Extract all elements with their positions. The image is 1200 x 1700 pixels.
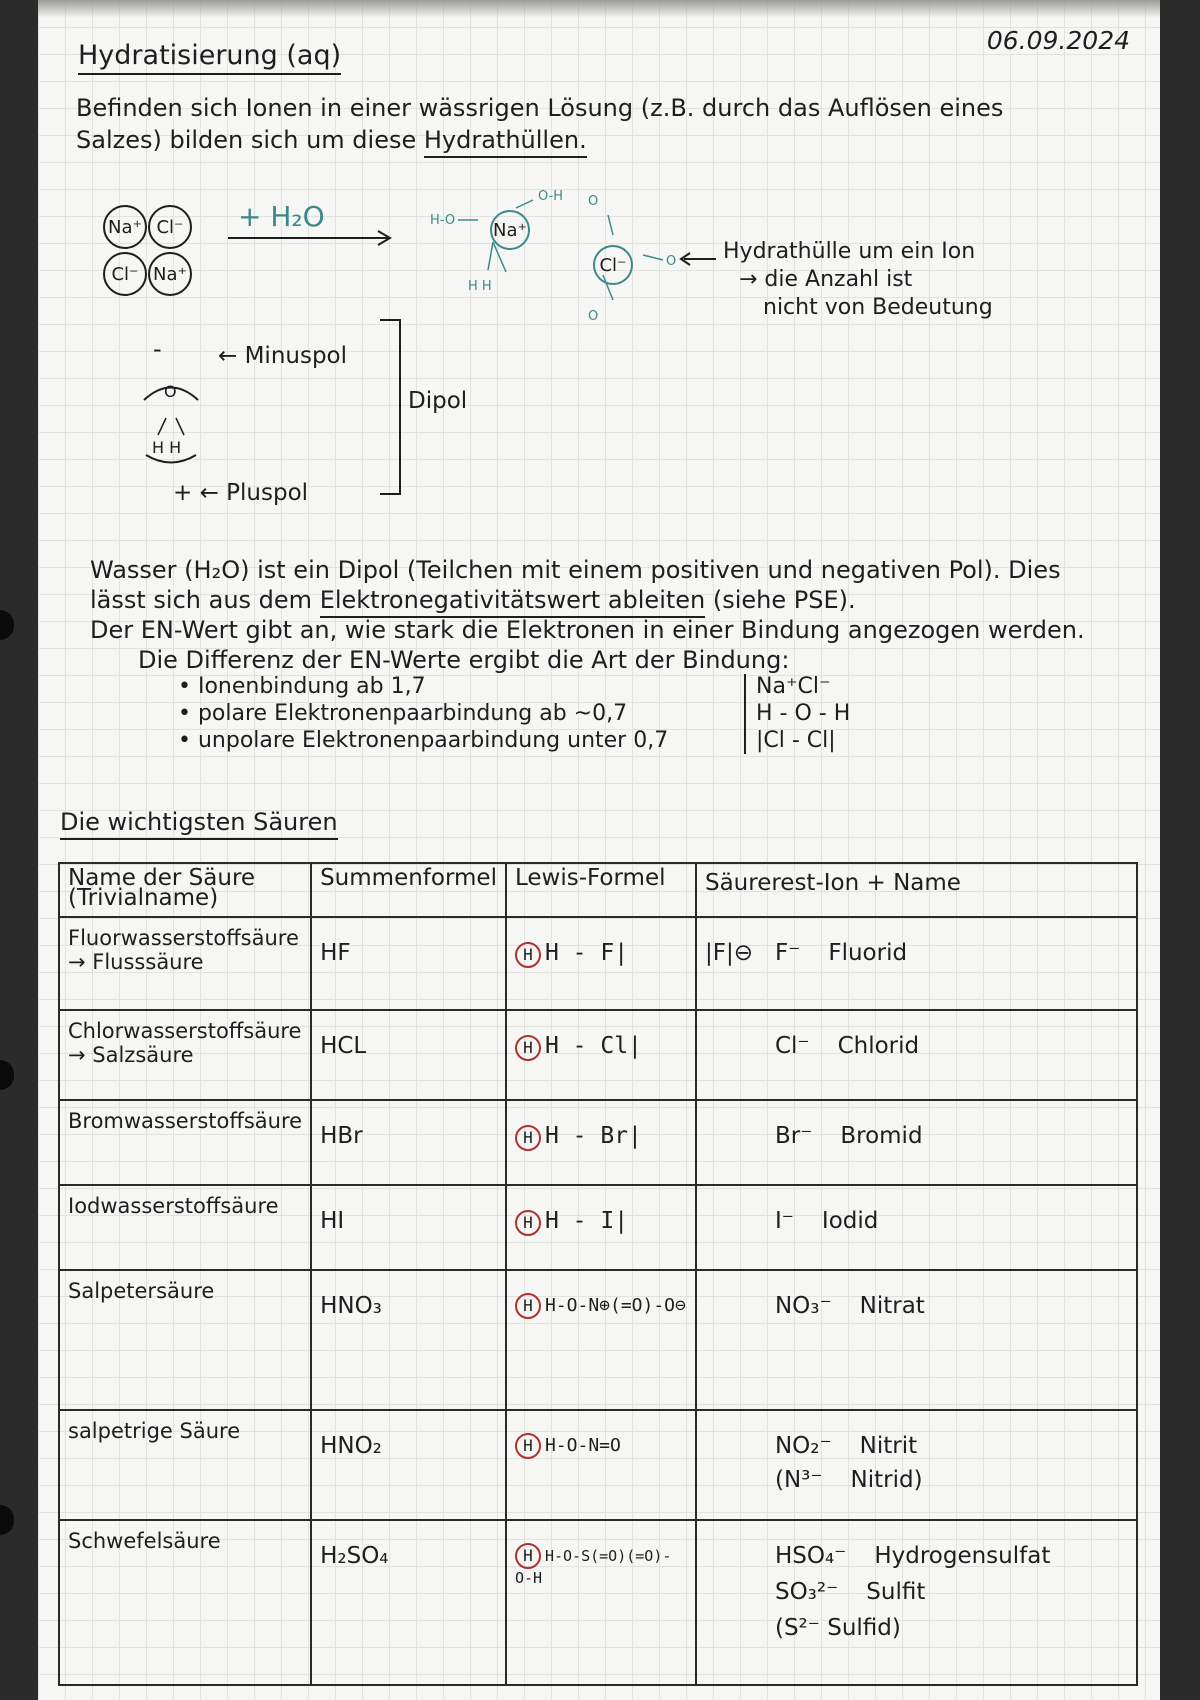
hydrated-cl-ion: Cl⁻	[593, 245, 633, 285]
lewis-formula: H-O-N=O	[544, 1435, 621, 1456]
lewis-formula: H - Br|	[544, 1123, 642, 1149]
acid-name: Schwefelsäure	[68, 1529, 221, 1553]
dipol-label: Dipol	[408, 388, 468, 414]
h-circle-icon: H	[515, 1035, 541, 1061]
binder-ring-icon	[0, 1060, 14, 1090]
svg-text:O-H: O-H	[538, 189, 564, 204]
ion-name: Iodid	[821, 1208, 879, 1234]
ion-symbol: Cl⁻	[774, 1033, 810, 1059]
ion-symbol: I⁻	[774, 1208, 794, 1234]
page-date: 06.09.2024	[986, 26, 1130, 55]
acid-formula: HBr	[311, 1100, 506, 1185]
acid-name: Bromwasserstoffsäure	[68, 1109, 303, 1133]
note-line-1: Hydrathülle um ein Ion	[723, 239, 976, 264]
acid-formula: HCL	[311, 1010, 506, 1100]
bullet-polar: • polare Elektronenpaarbindung ab ~0,7	[178, 701, 628, 726]
intro-line-2-text: Salzes) bilden sich um diese	[76, 126, 424, 154]
header-name: Name der Säure (Trivialname)	[59, 863, 311, 917]
ion-name: Hydrogensulfat	[874, 1543, 1051, 1569]
svg-text:O: O	[666, 254, 677, 269]
water-o: O	[164, 382, 177, 401]
ion-name-2: Sulfit	[866, 1579, 926, 1605]
lewis-formula: H - F|	[544, 940, 629, 966]
header-ion: Säurerest-Ion + Name	[696, 863, 1137, 917]
text-line-2-post: (siehe PSE).	[705, 586, 856, 614]
ion-symbol-2: (N³⁻	[774, 1467, 823, 1493]
h-circle-icon: H	[515, 942, 541, 968]
text-line-1: Wasser (H₂O) ist ein Dipol (Teilchen mit einem positiven und negativen Pol). Dies	[90, 556, 1061, 584]
lewis-formula: H - Cl|	[544, 1033, 642, 1059]
table-row	[59, 1010, 1137, 1100]
acid-formula: HF	[311, 917, 506, 1010]
hydrated-na-ion: Na⁺	[490, 210, 530, 250]
binder-ring-icon	[0, 610, 14, 640]
ion-symbol: NO₃⁻	[774, 1293, 832, 1319]
ion-name: Chlorid	[837, 1033, 920, 1059]
acid-formula: HI	[311, 1185, 506, 1270]
h-circle-icon: H	[515, 1210, 541, 1236]
bullet-nonpolar: • unpolare Elektronenpaarbindung unter 0,7	[178, 728, 669, 753]
acid-formula: HNO₃	[311, 1270, 506, 1410]
ion-name: Bromid	[840, 1123, 923, 1149]
acids-title: Die wichtigsten Säuren	[60, 808, 338, 840]
bond-examples	[756, 673, 850, 754]
lewis-formula: H-O-N⊕(=O)-O⊖	[544, 1295, 686, 1316]
acid-trivial: → Salzsäure	[68, 1043, 194, 1067]
lewis-formula: H - I|	[544, 1208, 629, 1234]
example-nacl: Na⁺Cl⁻	[756, 674, 831, 699]
acid-name: Fluorwasserstoffsäure	[68, 926, 299, 950]
table-row	[59, 917, 1137, 1010]
acid-formula: H₂SO₄	[311, 1520, 506, 1685]
header-formula: Summenformel	[311, 863, 506, 917]
notebook-page	[38, 0, 1160, 1700]
svg-text:O: O	[588, 194, 599, 209]
note-line-3: nicht von Bedeutung	[763, 295, 993, 320]
h-circle-icon: H	[515, 1433, 541, 1459]
intro-line-2	[76, 124, 587, 156]
bullet-ionic: • Ionenbindung ab 1,7	[178, 674, 426, 699]
binder-ring-icon	[0, 1505, 14, 1535]
header-lewis: Lewis-Formel	[506, 863, 696, 917]
svg-text:H-O: H-O	[430, 213, 456, 228]
h-circle-icon: H	[515, 1293, 541, 1319]
table-row	[59, 1270, 1137, 1410]
water-h: H H	[152, 438, 182, 457]
ion-cl-2: Cl⁻	[103, 252, 147, 296]
lewis-formula: H-O-S(=O)(=O)-O-H	[514, 1547, 672, 1587]
ion-name: Nitrit	[859, 1433, 918, 1459]
hydration-note	[723, 238, 993, 322]
table-row	[59, 1410, 1137, 1520]
acid-name: Iodwasserstoffsäure	[68, 1194, 279, 1218]
ion-name-2: Nitrid)	[850, 1467, 923, 1493]
ion-symbol: HSO₄⁻	[774, 1543, 847, 1569]
acids-table	[58, 862, 1138, 1686]
note-line-2: → die Anzahl ist	[739, 267, 913, 292]
page-title: Hydratisierung (aq)	[78, 40, 341, 75]
ion-name: Fluorid	[828, 940, 908, 966]
svg-text:O: O	[588, 309, 599, 324]
table-row	[59, 1185, 1137, 1270]
acid-formula: HNO₂	[311, 1410, 506, 1520]
page-top-shadow	[38, 0, 1160, 18]
note-arrow	[678, 252, 718, 266]
example-cl2: |Cl - Cl|	[756, 728, 836, 753]
hydration-shell-sketch	[408, 160, 688, 350]
pluspol-label: + ← Pluspol	[173, 480, 309, 506]
example-divider	[744, 674, 746, 754]
intro-hydrathuellen: Hydrathüllen.	[424, 126, 587, 158]
svg-text:H H: H H	[468, 279, 492, 294]
reaction-arrow	[228, 228, 398, 248]
text-line-4: Die Differenz der EN-Werte ergibt die Art der Bindung:	[138, 646, 790, 674]
text-line-3: Der EN-Wert gibt an, wie stark die Elektronen in einer Bindung angezogen werden.	[90, 616, 1085, 644]
acid-name: Chlorwasserstoffsäure	[68, 1019, 302, 1043]
ion-na-2: Na⁺	[148, 252, 192, 296]
bond-type-list	[178, 673, 668, 754]
ion-symbol: F⁻	[774, 940, 801, 966]
text-line-2	[90, 585, 856, 615]
table-row	[59, 1100, 1137, 1185]
h-circle-icon: H	[515, 1543, 541, 1569]
ion-symbol: NO₂⁻	[774, 1433, 832, 1459]
text-line-2-pre: lässt sich aus dem	[90, 586, 320, 614]
ion-symbol: Br⁻	[774, 1123, 813, 1149]
acid-name: Salpetersäure	[68, 1279, 215, 1303]
ion-note-3: (S²⁻ Sulfid)	[774, 1615, 901, 1641]
text-en-underlined: Elektronegativitätswert ableiten	[320, 586, 706, 618]
example-water: H - O - H	[756, 701, 851, 726]
ion-cl-1: Cl⁻	[148, 205, 192, 249]
ion-name: Nitrat	[859, 1293, 925, 1319]
table-row	[59, 1520, 1137, 1685]
minuspol-label: ← Minuspol	[218, 343, 348, 369]
dipol-bracket	[378, 318, 408, 498]
table-header-row	[59, 863, 1137, 917]
ion-na-1: Na⁺	[103, 205, 147, 249]
acid-name: salpetrige Säure	[68, 1419, 241, 1443]
ion-symbol-2: SO₃²⁻	[774, 1579, 839, 1605]
h-circle-icon: H	[515, 1125, 541, 1151]
minus-sign: -	[153, 335, 162, 363]
ion-lewis: |F|⊖	[704, 940, 753, 966]
acid-trivial: → Flusssäure	[68, 950, 204, 974]
reaction-label: + H₂O	[238, 200, 325, 233]
intro-line-1: Befinden sich Ionen in einer wässrigen Lösung (z.B. durch das Auflösen eines	[76, 94, 1004, 122]
